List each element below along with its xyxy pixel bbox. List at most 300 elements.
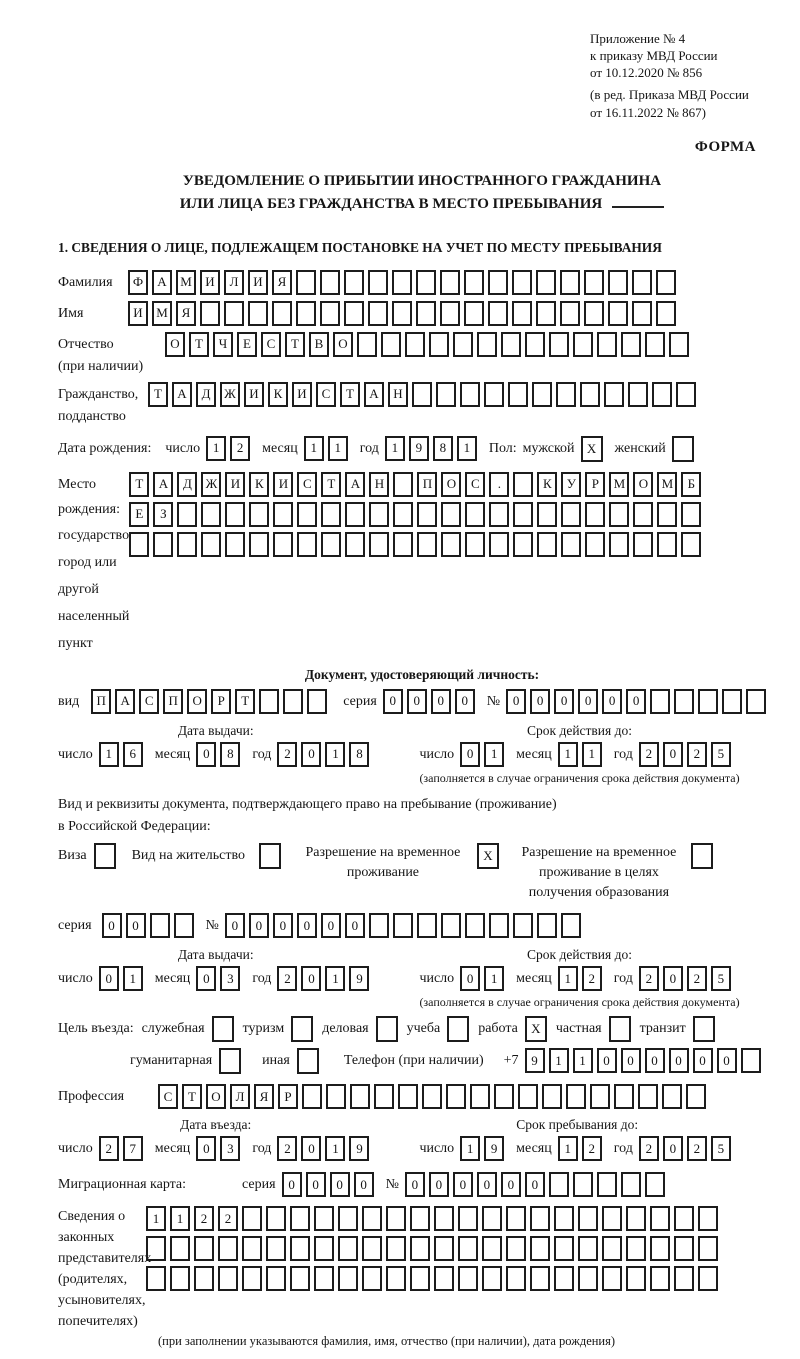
char-cell[interactable]: 3	[220, 966, 240, 991]
char-cell[interactable]: 0	[455, 689, 475, 714]
purpose-business-checkbox[interactable]	[376, 1016, 398, 1042]
char-cell[interactable]	[513, 532, 533, 557]
char-cell[interactable]	[681, 502, 701, 527]
char-cell[interactable]	[608, 270, 628, 295]
char-cell[interactable]	[578, 1206, 598, 1231]
char-cell[interactable]	[362, 1236, 382, 1261]
char-cell[interactable]	[530, 1206, 550, 1231]
char-cell[interactable]: 0	[330, 1172, 350, 1197]
char-cell[interactable]: 0	[663, 1136, 683, 1161]
char-cell[interactable]	[417, 532, 437, 557]
char-cell[interactable]	[741, 1048, 761, 1073]
char-cell[interactable]	[632, 270, 652, 295]
char-cell[interactable]: 2	[99, 1136, 119, 1161]
char-cell[interactable]	[513, 472, 533, 497]
char-cell[interactable]	[556, 382, 576, 407]
char-cell[interactable]: 0	[578, 689, 598, 714]
purpose-other-checkbox[interactable]	[297, 1048, 319, 1074]
char-cell[interactable]	[441, 532, 461, 557]
char-cell[interactable]	[506, 1236, 526, 1261]
char-cell[interactable]	[536, 270, 556, 295]
char-cell[interactable]	[440, 301, 460, 326]
char-cell[interactable]	[369, 913, 389, 938]
char-cell[interactable]	[602, 1266, 622, 1291]
char-cell[interactable]: 9	[525, 1048, 545, 1073]
char-cell[interactable]: И	[248, 270, 268, 295]
char-cell[interactable]: 3	[220, 1136, 240, 1161]
char-cell[interactable]: С	[465, 472, 485, 497]
char-cell[interactable]	[632, 301, 652, 326]
char-cell[interactable]	[146, 1236, 166, 1261]
char-cell[interactable]: 1	[328, 436, 348, 461]
char-cell[interactable]	[482, 1206, 502, 1231]
char-cell[interactable]	[201, 502, 221, 527]
char-cell[interactable]: 1	[484, 966, 504, 991]
char-cell[interactable]	[584, 301, 604, 326]
char-cell[interactable]	[674, 1266, 694, 1291]
char-cell[interactable]: 0	[530, 689, 550, 714]
sex-female-checkbox[interactable]	[672, 436, 694, 462]
char-cell[interactable]: 0	[554, 689, 574, 714]
char-cell[interactable]: И	[128, 301, 148, 326]
char-cell[interactable]: В	[309, 332, 329, 357]
char-cell[interactable]: 7	[123, 1136, 143, 1161]
char-cell[interactable]	[405, 332, 425, 357]
char-cell[interactable]: К	[537, 472, 557, 497]
char-cell[interactable]	[225, 532, 245, 557]
char-cell[interactable]	[561, 502, 581, 527]
char-cell[interactable]	[248, 301, 268, 326]
char-cell[interactable]	[314, 1206, 334, 1231]
char-cell[interactable]	[242, 1206, 262, 1231]
char-cell[interactable]	[669, 332, 689, 357]
char-cell[interactable]	[266, 1206, 286, 1231]
char-cell[interactable]: С	[297, 472, 317, 497]
char-cell[interactable]: 0	[602, 689, 622, 714]
char-cell[interactable]: Н	[388, 382, 408, 407]
char-cell[interactable]: Р	[278, 1084, 298, 1109]
char-cell[interactable]	[381, 332, 401, 357]
char-cell[interactable]: Е	[237, 332, 257, 357]
char-cell[interactable]	[434, 1206, 454, 1231]
char-cell[interactable]	[513, 913, 533, 938]
char-cell[interactable]: М	[609, 472, 629, 497]
char-cell[interactable]	[573, 1172, 593, 1197]
temp-residence-education-checkbox[interactable]	[691, 843, 713, 869]
char-cell[interactable]: С	[158, 1084, 178, 1109]
char-cell[interactable]: 0	[693, 1048, 713, 1073]
char-cell[interactable]	[573, 332, 593, 357]
char-cell[interactable]	[662, 1084, 682, 1109]
char-cell[interactable]: 2	[639, 966, 659, 991]
char-cell[interactable]	[249, 532, 269, 557]
char-cell[interactable]	[566, 1084, 586, 1109]
char-cell[interactable]	[602, 1236, 622, 1261]
char-cell[interactable]	[297, 502, 317, 527]
char-cell[interactable]: Т	[189, 332, 209, 357]
char-cell[interactable]: 2	[277, 966, 297, 991]
char-cell[interactable]: Ч	[213, 332, 233, 357]
sex-male-checkbox[interactable]: X	[581, 436, 603, 462]
char-cell[interactable]: 9	[484, 1136, 504, 1161]
char-cell[interactable]: 8	[433, 436, 453, 461]
char-cell[interactable]	[422, 1084, 442, 1109]
char-cell[interactable]	[656, 270, 676, 295]
char-cell[interactable]	[477, 332, 497, 357]
char-cell[interactable]: Ф	[128, 270, 148, 295]
char-cell[interactable]: 0	[431, 689, 451, 714]
char-cell[interactable]	[584, 270, 604, 295]
char-cell[interactable]: 0	[196, 966, 216, 991]
char-cell[interactable]: 1	[325, 1136, 345, 1161]
char-cell[interactable]: Е	[129, 502, 149, 527]
char-cell[interactable]: М	[176, 270, 196, 295]
char-cell[interactable]: 5	[711, 966, 731, 991]
char-cell[interactable]	[458, 1266, 478, 1291]
char-cell[interactable]	[626, 1206, 646, 1231]
char-cell[interactable]	[266, 1236, 286, 1261]
char-cell[interactable]	[621, 1172, 641, 1197]
char-cell[interactable]: 0	[301, 1136, 321, 1161]
char-cell[interactable]	[506, 1266, 526, 1291]
char-cell[interactable]	[645, 332, 665, 357]
char-cell[interactable]	[494, 1084, 514, 1109]
char-cell[interactable]: 1	[99, 742, 119, 767]
char-cell[interactable]	[549, 1172, 569, 1197]
char-cell[interactable]	[410, 1266, 430, 1291]
char-cell[interactable]: 1	[457, 436, 477, 461]
char-cell[interactable]: 0	[345, 913, 365, 938]
char-cell[interactable]	[465, 532, 485, 557]
char-cell[interactable]: 0	[525, 1172, 545, 1197]
char-cell[interactable]	[273, 532, 293, 557]
char-cell[interactable]: 6	[123, 742, 143, 767]
char-cell[interactable]	[560, 301, 580, 326]
char-cell[interactable]	[465, 502, 485, 527]
char-cell[interactable]	[393, 532, 413, 557]
char-cell[interactable]	[657, 532, 677, 557]
char-cell[interactable]	[513, 502, 533, 527]
char-cell[interactable]	[224, 301, 244, 326]
char-cell[interactable]	[645, 1172, 665, 1197]
char-cell[interactable]	[537, 502, 557, 527]
char-cell[interactable]: 2	[230, 436, 250, 461]
char-cell[interactable]	[470, 1084, 490, 1109]
char-cell[interactable]	[320, 301, 340, 326]
char-cell[interactable]: 1	[146, 1206, 166, 1231]
char-cell[interactable]: Ж	[201, 472, 221, 497]
char-cell[interactable]	[609, 502, 629, 527]
char-cell[interactable]	[177, 532, 197, 557]
char-cell[interactable]: 1	[558, 966, 578, 991]
char-cell[interactable]	[578, 1236, 598, 1261]
char-cell[interactable]	[488, 301, 508, 326]
char-cell[interactable]: 1	[460, 1136, 480, 1161]
char-cell[interactable]: 0	[249, 913, 269, 938]
char-cell[interactable]: П	[163, 689, 183, 714]
char-cell[interactable]: Т	[235, 689, 255, 714]
char-cell[interactable]	[484, 382, 504, 407]
char-cell[interactable]: 1	[549, 1048, 569, 1073]
char-cell[interactable]	[554, 1266, 574, 1291]
char-cell[interactable]	[633, 502, 653, 527]
char-cell[interactable]: 1	[123, 966, 143, 991]
char-cell[interactable]: 0	[301, 966, 321, 991]
char-cell[interactable]	[597, 332, 617, 357]
char-cell[interactable]	[218, 1236, 238, 1261]
char-cell[interactable]: 1	[558, 1136, 578, 1161]
char-cell[interactable]: Т	[129, 472, 149, 497]
char-cell[interactable]	[320, 270, 340, 295]
char-cell[interactable]: 8	[349, 742, 369, 767]
char-cell[interactable]: 0	[306, 1172, 326, 1197]
char-cell[interactable]: 0	[321, 913, 341, 938]
char-cell[interactable]: 0	[597, 1048, 617, 1073]
char-cell[interactable]	[446, 1084, 466, 1109]
char-cell[interactable]	[362, 1206, 382, 1231]
char-cell[interactable]	[488, 270, 508, 295]
char-cell[interactable]	[259, 689, 279, 714]
char-cell[interactable]	[386, 1236, 406, 1261]
char-cell[interactable]: О	[165, 332, 185, 357]
char-cell[interactable]	[506, 1206, 526, 1231]
char-cell[interactable]	[218, 1266, 238, 1291]
char-cell[interactable]: Л	[230, 1084, 250, 1109]
char-cell[interactable]	[518, 1084, 538, 1109]
char-cell[interactable]	[266, 1266, 286, 1291]
char-cell[interactable]	[386, 1206, 406, 1231]
char-cell[interactable]	[501, 332, 521, 357]
char-cell[interactable]	[283, 689, 303, 714]
char-cell[interactable]: М	[152, 301, 172, 326]
char-cell[interactable]	[489, 532, 509, 557]
char-cell[interactable]: 0	[354, 1172, 374, 1197]
char-cell[interactable]: А	[152, 270, 172, 295]
char-cell[interactable]	[722, 689, 742, 714]
char-cell[interactable]	[525, 332, 545, 357]
char-cell[interactable]	[460, 382, 480, 407]
char-cell[interactable]: 1	[325, 742, 345, 767]
char-cell[interactable]: М	[657, 472, 677, 497]
char-cell[interactable]	[129, 532, 149, 557]
char-cell[interactable]	[174, 913, 194, 938]
char-cell[interactable]	[393, 472, 413, 497]
char-cell[interactable]: 0	[99, 966, 119, 991]
char-cell[interactable]: 9	[349, 1136, 369, 1161]
char-cell[interactable]: О	[633, 472, 653, 497]
char-cell[interactable]	[225, 502, 245, 527]
char-cell[interactable]	[273, 502, 293, 527]
char-cell[interactable]: 0	[477, 1172, 497, 1197]
char-cell[interactable]	[302, 1084, 322, 1109]
char-cell[interactable]	[482, 1266, 502, 1291]
char-cell[interactable]: К	[249, 472, 269, 497]
char-cell[interactable]	[608, 301, 628, 326]
char-cell[interactable]	[369, 502, 389, 527]
char-cell[interactable]	[453, 332, 473, 357]
char-cell[interactable]: 1	[170, 1206, 190, 1231]
char-cell[interactable]: И	[225, 472, 245, 497]
char-cell[interactable]	[393, 913, 413, 938]
purpose-official-checkbox[interactable]	[212, 1016, 234, 1042]
char-cell[interactable]: 2	[218, 1206, 238, 1231]
char-cell[interactable]	[242, 1236, 262, 1261]
char-cell[interactable]	[338, 1206, 358, 1231]
char-cell[interactable]	[676, 382, 696, 407]
char-cell[interactable]: З	[153, 502, 173, 527]
char-cell[interactable]	[578, 1266, 598, 1291]
char-cell[interactable]: 1	[558, 742, 578, 767]
char-cell[interactable]	[580, 382, 600, 407]
char-cell[interactable]	[344, 270, 364, 295]
char-cell[interactable]	[194, 1236, 214, 1261]
char-cell[interactable]	[698, 689, 718, 714]
char-cell[interactable]: 0	[196, 1136, 216, 1161]
char-cell[interactable]: 0	[405, 1172, 425, 1197]
char-cell[interactable]	[357, 332, 377, 357]
char-cell[interactable]: 0	[717, 1048, 737, 1073]
char-cell[interactable]	[416, 270, 436, 295]
char-cell[interactable]: 0	[225, 913, 245, 938]
char-cell[interactable]: 0	[429, 1172, 449, 1197]
char-cell[interactable]: И	[200, 270, 220, 295]
char-cell[interactable]	[657, 502, 677, 527]
char-cell[interactable]: .	[489, 472, 509, 497]
char-cell[interactable]: 5	[711, 1136, 731, 1161]
char-cell[interactable]: 9	[349, 966, 369, 991]
char-cell[interactable]: 2	[687, 742, 707, 767]
char-cell[interactable]: 0	[383, 689, 403, 714]
char-cell[interactable]	[561, 913, 581, 938]
char-cell[interactable]	[392, 270, 412, 295]
char-cell[interactable]	[146, 1266, 166, 1291]
char-cell[interactable]: 2	[639, 742, 659, 767]
char-cell[interactable]: 2	[687, 1136, 707, 1161]
char-cell[interactable]	[321, 502, 341, 527]
char-cell[interactable]	[650, 1266, 670, 1291]
char-cell[interactable]	[296, 301, 316, 326]
temp-residence-checkbox[interactable]: X	[477, 843, 499, 869]
char-cell[interactable]	[150, 913, 170, 938]
char-cell[interactable]	[746, 689, 766, 714]
char-cell[interactable]	[621, 332, 641, 357]
char-cell[interactable]	[512, 301, 532, 326]
purpose-transit-checkbox[interactable]	[693, 1016, 715, 1042]
char-cell[interactable]	[638, 1084, 658, 1109]
char-cell[interactable]: О	[441, 472, 461, 497]
char-cell[interactable]	[170, 1266, 190, 1291]
char-cell[interactable]	[338, 1266, 358, 1291]
char-cell[interactable]	[369, 532, 389, 557]
char-cell[interactable]	[650, 1206, 670, 1231]
char-cell[interactable]: Б	[681, 472, 701, 497]
char-cell[interactable]: О	[333, 332, 353, 357]
char-cell[interactable]: Я	[254, 1084, 274, 1109]
char-cell[interactable]	[153, 532, 173, 557]
char-cell[interactable]	[554, 1236, 574, 1261]
char-cell[interactable]	[656, 301, 676, 326]
char-cell[interactable]	[633, 532, 653, 557]
char-cell[interactable]: К	[268, 382, 288, 407]
char-cell[interactable]: 2	[277, 1136, 297, 1161]
char-cell[interactable]: А	[115, 689, 135, 714]
char-cell[interactable]	[441, 502, 461, 527]
char-cell[interactable]	[585, 532, 605, 557]
char-cell[interactable]: 0	[407, 689, 427, 714]
purpose-private-checkbox[interactable]	[609, 1016, 631, 1042]
char-cell[interactable]	[626, 1236, 646, 1261]
char-cell[interactable]: 1	[206, 436, 226, 461]
char-cell[interactable]	[242, 1266, 262, 1291]
char-cell[interactable]: П	[91, 689, 111, 714]
char-cell[interactable]: П	[417, 472, 437, 497]
char-cell[interactable]	[698, 1236, 718, 1261]
char-cell[interactable]	[674, 1206, 694, 1231]
char-cell[interactable]	[698, 1206, 718, 1231]
char-cell[interactable]	[536, 301, 556, 326]
char-cell[interactable]: А	[172, 382, 192, 407]
char-cell[interactable]	[410, 1206, 430, 1231]
purpose-tourism-checkbox[interactable]	[291, 1016, 313, 1042]
char-cell[interactable]	[410, 1236, 430, 1261]
char-cell[interactable]	[532, 382, 552, 407]
char-cell[interactable]: 0	[663, 966, 683, 991]
char-cell[interactable]: 8	[220, 742, 240, 767]
char-cell[interactable]: А	[364, 382, 384, 407]
char-cell[interactable]	[537, 532, 557, 557]
char-cell[interactable]	[458, 1236, 478, 1261]
char-cell[interactable]	[626, 1266, 646, 1291]
char-cell[interactable]: 0	[669, 1048, 689, 1073]
char-cell[interactable]	[482, 1236, 502, 1261]
char-cell[interactable]	[398, 1084, 418, 1109]
char-cell[interactable]	[698, 1266, 718, 1291]
char-cell[interactable]: Т	[321, 472, 341, 497]
char-cell[interactable]	[628, 382, 648, 407]
char-cell[interactable]	[314, 1266, 334, 1291]
char-cell[interactable]	[338, 1236, 358, 1261]
char-cell[interactable]: 0	[663, 742, 683, 767]
char-cell[interactable]: И	[244, 382, 264, 407]
char-cell[interactable]	[429, 332, 449, 357]
char-cell[interactable]: С	[139, 689, 159, 714]
char-cell[interactable]: А	[345, 472, 365, 497]
char-cell[interactable]	[386, 1266, 406, 1291]
char-cell[interactable]	[512, 270, 532, 295]
char-cell[interactable]	[602, 1206, 622, 1231]
char-cell[interactable]	[549, 332, 569, 357]
char-cell[interactable]	[554, 1206, 574, 1231]
char-cell[interactable]: 0	[460, 742, 480, 767]
char-cell[interactable]: 5	[711, 742, 731, 767]
char-cell[interactable]: С	[316, 382, 336, 407]
char-cell[interactable]	[393, 502, 413, 527]
char-cell[interactable]	[344, 301, 364, 326]
char-cell[interactable]: 0	[273, 913, 293, 938]
char-cell[interactable]: 2	[582, 1136, 602, 1161]
char-cell[interactable]: 1	[325, 966, 345, 991]
purpose-humanitarian-checkbox[interactable]	[219, 1048, 241, 1074]
char-cell[interactable]	[272, 301, 292, 326]
char-cell[interactable]	[417, 913, 437, 938]
char-cell[interactable]: Т	[182, 1084, 202, 1109]
char-cell[interactable]	[392, 301, 412, 326]
char-cell[interactable]: Ж	[220, 382, 240, 407]
char-cell[interactable]: И	[273, 472, 293, 497]
char-cell[interactable]: С	[261, 332, 281, 357]
char-cell[interactable]	[416, 301, 436, 326]
char-cell[interactable]: 9	[409, 436, 429, 461]
